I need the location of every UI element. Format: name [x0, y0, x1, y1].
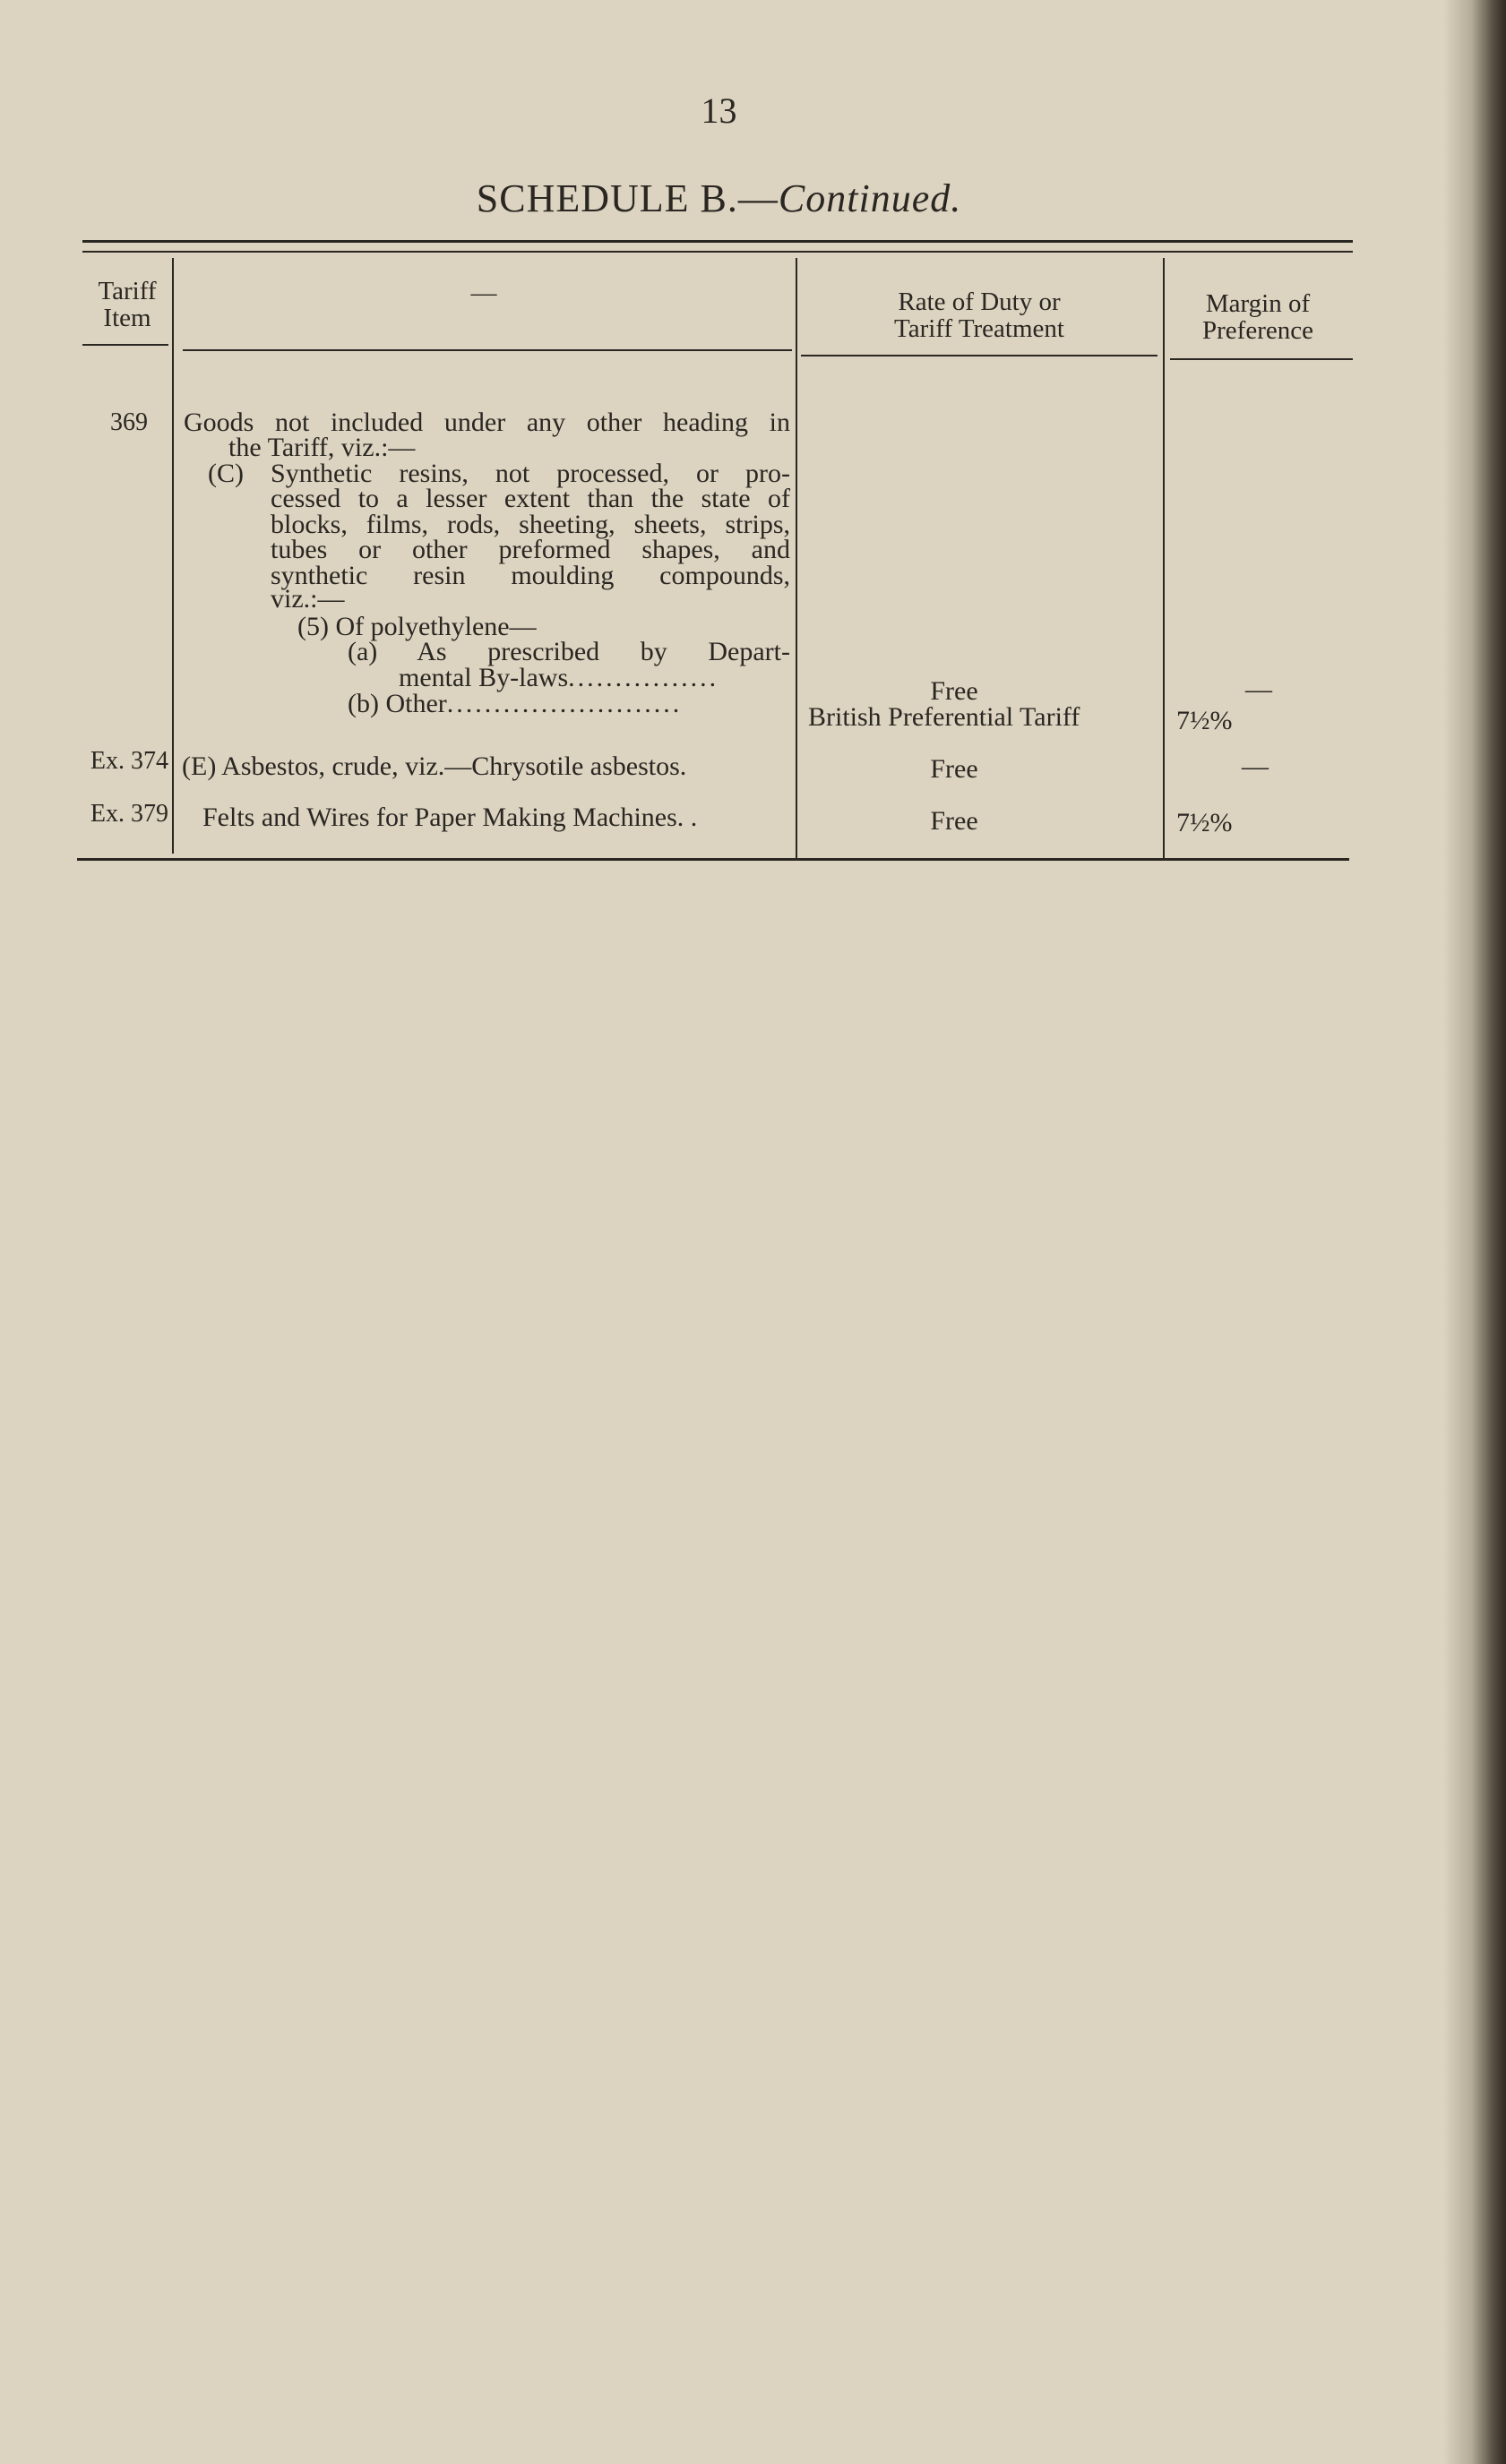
margin-cell: 7½%: [1176, 706, 1233, 735]
header-underline-rate: [801, 355, 1157, 356]
header-tariff-item: Tariff Item: [98, 277, 157, 332]
desc-line: [271, 486, 790, 511]
column-divider-1: [172, 258, 174, 854]
leader-dots: .........................: [446, 689, 683, 718]
rate-cell: British Preferential Tariff: [808, 702, 1080, 732]
rate-cell: Free: [930, 806, 978, 836]
rate-cell: Free: [930, 754, 978, 784]
margin-cell: —: [1242, 751, 1269, 781]
header-rate: Rate of Duty or Tariff Treatment: [894, 288, 1064, 343]
title-main: SCHEDULE B.—: [476, 176, 779, 220]
rate-cell: Free: [930, 676, 978, 706]
desc-text: tubes or other preformed shapes, and: [271, 535, 790, 564]
table-bottom-rule: [77, 858, 1349, 861]
desc-text: cessed to a lesser extent than the state of: [271, 484, 790, 513]
header-underline-margin: [1170, 358, 1353, 360]
title-continued: Continued.: [778, 176, 962, 220]
tariff-item-ex-379: Ex. 379: [90, 800, 168, 828]
desc-line: [271, 512, 790, 537]
desc-text: blocks, films, rods, sheeting, sheets, strips,: [271, 510, 790, 539]
page-number: 13: [701, 90, 737, 131]
desc-line: [184, 410, 790, 435]
header-description: —: [470, 279, 497, 307]
desc-text: mental By-laws: [399, 663, 569, 692]
desc-line: [271, 563, 790, 588]
desc-line: [271, 537, 790, 562]
table-top-rule-2: [82, 251, 1353, 253]
desc-text: (a) As prescribed by Depart-: [348, 637, 790, 666]
leader-dots: ................: [568, 663, 719, 692]
tariff-item-ex-374: Ex. 374: [90, 747, 168, 775]
desc-line: [208, 461, 790, 486]
page-edge-shadow: [1443, 0, 1506, 2464]
page-title: [0, 176, 1438, 221]
header-underline-item: [82, 344, 168, 346]
tariff-item-369: 369: [110, 408, 148, 436]
column-divider-3: [1163, 258, 1165, 858]
header-margin: Margin of Preference: [1202, 289, 1313, 345]
desc-text: synthetic resin moulding compounds,: [271, 561, 790, 590]
desc-line: [399, 665, 719, 691]
desc-text: (C) Synthetic resins, not processed, or pro-: [208, 459, 790, 488]
header-underline-description: [183, 349, 792, 351]
desc-line: the Tariff, viz.:—: [228, 433, 416, 462]
desc-line: viz.:—: [271, 584, 345, 614]
desc-line: [348, 691, 682, 717]
desc-line: [348, 637, 790, 666]
desc-line: (E) Asbestos, crude, viz.—Chrysotile asbestos.: [182, 751, 687, 781]
table-top-rule: [82, 240, 1353, 243]
desc-text: Goods not included under any other heading in: [184, 408, 790, 437]
margin-cell: —: [1245, 674, 1272, 704]
margin-cell: 7½%: [1176, 808, 1233, 837]
desc-line: (5) Of polyethylene—: [297, 612, 537, 641]
desc-text: (b) Other: [348, 689, 447, 718]
desc-line: Felts and Wires for Paper Making Machines. .: [202, 803, 698, 832]
